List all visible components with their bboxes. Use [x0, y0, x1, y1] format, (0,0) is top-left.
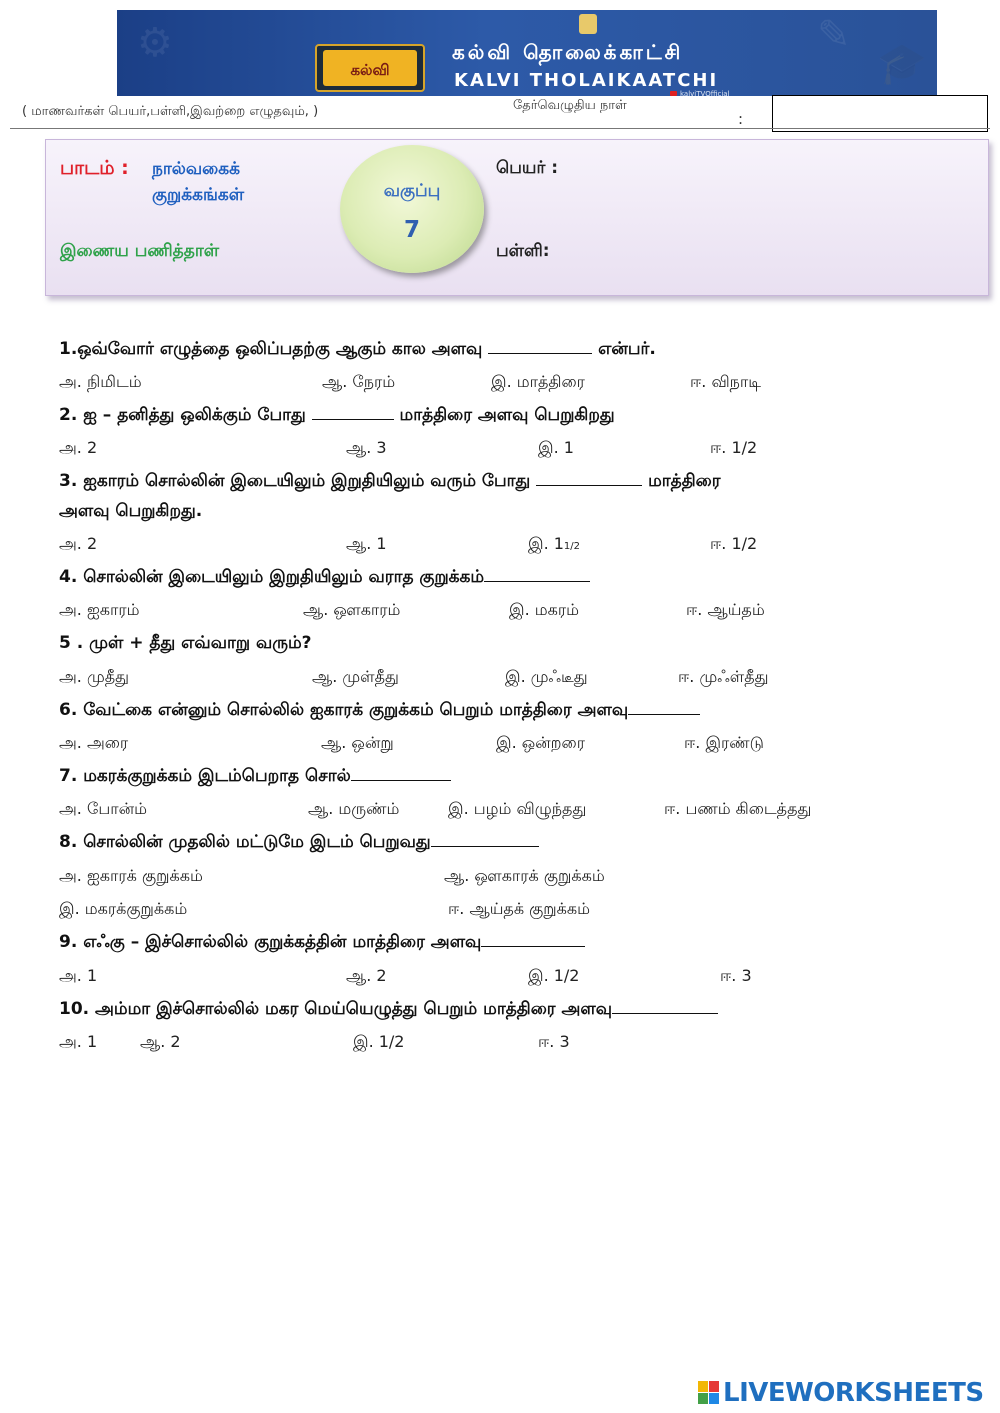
option[interactable]: ஆ. மருண்ம் [308, 799, 400, 818]
option[interactable]: இ. மகரம் [509, 600, 579, 619]
government-emblem-icon [579, 14, 597, 34]
option[interactable]: ஈ. முஃள்தீது [678, 667, 769, 686]
answer-blank[interactable] [431, 832, 539, 847]
subject-line-1: நால்வகைக் [152, 159, 241, 179]
question-7: 7. மகரக்குறுக்கம் இடம்பெறாத சொல் [59, 766, 451, 788]
date-label: தேர்வெழுதிய நாள் [513, 98, 627, 113]
answer-blank[interactable] [481, 932, 585, 947]
online-worksheet-label: இணைய பணித்தாள் [60, 241, 220, 261]
answer-blank[interactable] [351, 766, 451, 781]
youtube-channel [670, 90, 730, 96]
question-5: 5 . முள் + தீது எவ்வாறு வரும்? [59, 633, 312, 653]
decor-icon: 🎓 [877, 41, 927, 87]
date-colon: : [738, 110, 744, 128]
question-3-line-2: அளவு பெறுகிறது. [59, 501, 203, 521]
option[interactable]: ஆ. 3 [346, 438, 387, 457]
question-1: 1.ஒவ்வோர் எழுத்தை ஒலிப்பதற்கு ஆகும் கால அளவு என்பர். [59, 339, 656, 359]
answer-blank[interactable] [488, 339, 592, 354]
channel-title-english: KALVI THOLAIKAATCHI [454, 70, 719, 91]
liveworksheets-logo-icon [698, 1381, 720, 1405]
option[interactable]: அ. போன்ம் [59, 799, 147, 818]
question-9: 9. எஃகு – இச்சொல்லில் குறுக்கத்தின் மாத்திரை அளவு [59, 932, 585, 954]
answer-blank[interactable] [628, 700, 700, 715]
option[interactable]: ஆ. 2 [346, 966, 387, 985]
option[interactable]: இ. 1/2 [353, 1032, 405, 1051]
channel-title-tamil: கல்வி தொலைக்காட்சி [452, 40, 684, 64]
option[interactable]: இ. மாத்திரை [491, 372, 585, 391]
option[interactable]: ஆ. ஔகாரம் [303, 600, 401, 619]
option[interactable]: ஈ. 3 [720, 966, 752, 985]
divider [10, 128, 990, 129]
channel-handle: kalviTVOfficial [680, 90, 730, 96]
option[interactable]: ஆ. நேரம் [322, 372, 396, 391]
option[interactable]: அ. 2 [59, 534, 98, 553]
class-number: 7 [403, 217, 420, 243]
option[interactable]: ஈ. ஆய்தம் [686, 600, 765, 619]
option[interactable]: இ. 11/2 [528, 534, 581, 553]
liveworksheets-brand [698, 1378, 984, 1408]
option[interactable]: ஈ. 3 [538, 1032, 570, 1051]
option[interactable]: ஆ. ஔகாரக் குறுக்கம் [444, 866, 605, 885]
youtube-icon [670, 91, 677, 96]
option[interactable]: இ. மகரக்குறுக்கம் [59, 899, 188, 918]
option[interactable]: அ. ஐகாரக் குறுக்கம் [59, 866, 203, 885]
question-2: 2. ஐ – தனித்து ஒலிக்கும் போது மாத்திரை அளவு பெறுகிறது [59, 405, 615, 425]
date-input[interactable] [772, 95, 988, 132]
name-label: பெயர் : [496, 158, 559, 178]
option[interactable]: அ. முதீது [59, 667, 130, 686]
option[interactable]: ஈ. ஆய்தக் குறுக்கம் [448, 899, 590, 918]
option[interactable]: ஈ. பணம் கிடைத்தது [664, 799, 812, 818]
option[interactable]: அ. நிமிடம் [59, 372, 142, 391]
option[interactable]: ஈ. 1/2 [710, 534, 758, 553]
answer-blank[interactable] [484, 567, 590, 582]
subject-line-2: குறுக்கங்கள் [152, 185, 245, 205]
option[interactable]: இ. பழம் விழுந்தது [448, 799, 587, 818]
class-label: வகுப்பு [383, 181, 441, 201]
option[interactable]: ஆ. முள்தீது [312, 667, 399, 686]
option[interactable]: இ. 1/2 [528, 966, 580, 985]
option[interactable]: ஈ. 1/2 [710, 438, 758, 457]
question-8: 8. சொல்லின் முதலில் மட்டுமே இடம் பெறுவது [59, 832, 539, 854]
question-10: 10. அம்மா இச்சொல்லில் மகர மெய்யெழுத்து பெறும் மாத்திரை அளவு [59, 999, 718, 1021]
class-badge [340, 145, 484, 273]
question-3: 3. ஐகாரம் சொல்லின் இடையிலும் இறுதியிலும் வரும் போது மாத்திரை [59, 471, 721, 491]
subject-label: பாடம் : [60, 157, 129, 179]
option[interactable]: இ. முஃடீது [505, 667, 588, 686]
option[interactable]: அ. அரை [59, 733, 129, 752]
answer-blank[interactable] [612, 999, 718, 1014]
decor-icon: ✎ [817, 12, 851, 58]
option[interactable]: ஈ. விநாடி [690, 372, 762, 391]
instruction-text: ( மாணவர்கள் பெயர்,பள்ளி,இவற்றை எழுதவும், ) [22, 104, 319, 119]
decor-icon: ⚙ [137, 20, 173, 66]
option[interactable]: அ. 2 [59, 438, 98, 457]
question-4: 4. சொல்லின் இடையிலும் இறுதியிலும் வராத குறுக்கம் [59, 567, 590, 589]
option[interactable]: அ. 1 [59, 1032, 98, 1051]
brand-text: LIVEWORKSHEETS [723, 1378, 984, 1408]
kalvi-logo [315, 44, 425, 92]
option[interactable]: அ. 1 [59, 966, 98, 985]
option[interactable]: ஆ. 2 [140, 1032, 181, 1051]
option[interactable]: அ. ஐகாரம் [59, 600, 140, 619]
answer-blank[interactable] [536, 471, 642, 486]
logo-text: கல்வி [323, 50, 417, 86]
option[interactable]: இ. ஒன்றரை [496, 733, 585, 752]
header-banner [117, 10, 937, 96]
school-label: பள்ளி: [496, 241, 550, 261]
option[interactable]: ஆ. 1 [346, 534, 387, 553]
option[interactable]: இ. 1 [538, 438, 574, 457]
option[interactable]: ஈ. இரண்டு [684, 733, 764, 752]
option[interactable]: ஆ. ஒன்று [321, 733, 394, 752]
answer-blank[interactable] [312, 405, 394, 420]
question-6: 6. வேட்கை என்னும் சொல்லில் ஐகாரக் குறுக்கம் பெறும் மாத்திரை அளவு [59, 700, 700, 722]
